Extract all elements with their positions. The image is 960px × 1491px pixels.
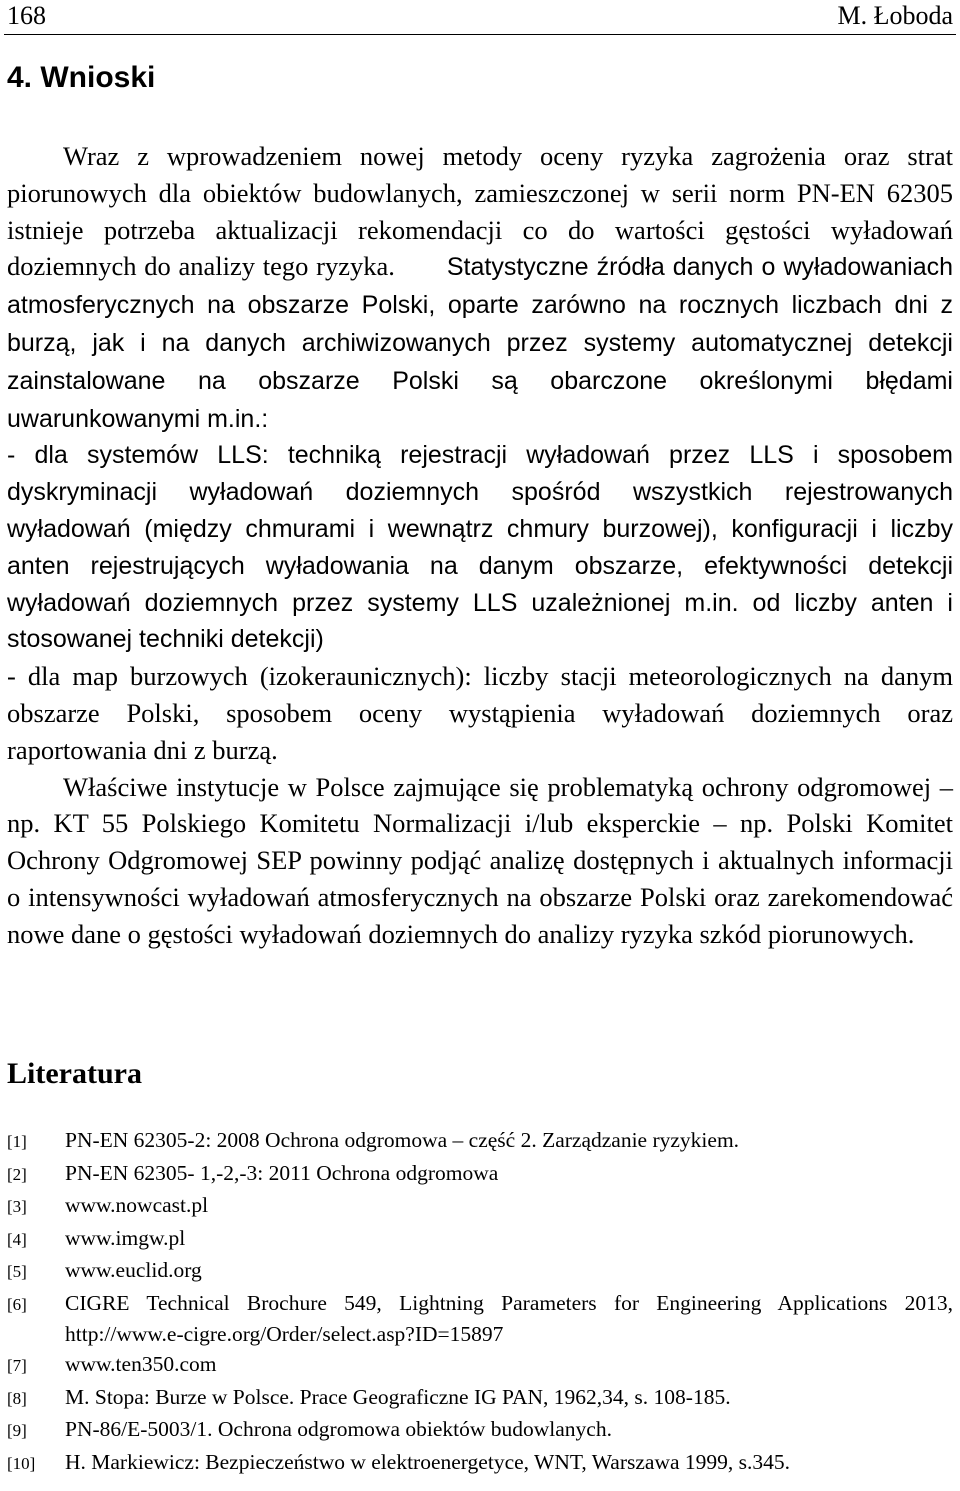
reference-item	[7, 1190, 953, 1223]
paragraph-4	[7, 658, 953, 768]
reference-text: M. Stopa: Burze w Polsce. Prace Geograficzne IG PAN, 1962,34, s. 108-185.	[65, 1384, 731, 1409]
header-rule	[4, 34, 956, 35]
page-number: 168	[7, 1, 46, 30]
reference-text: www.nowcast.pl	[65, 1193, 209, 1218]
reference-text: www.ten350.com	[65, 1352, 217, 1377]
reference-item	[7, 1382, 953, 1415]
literature-title: Literatura	[7, 1057, 142, 1090]
paragraph-3	[7, 437, 953, 658]
paragraph-2-text: Statystyczne źródła danych o wyładowaniach atmosferycznych na obszarze Polski, oparte zarówno na rocznych liczbach dni z burzą, jak i na danych archiwizowanych przez systemy automatycznej detekcji zainstalowane na obszarze Polski są obarczone określonymi błędami uwarunkowanymi m.in.:	[7, 253, 953, 433]
running-header	[7, 2, 953, 30]
paragraph-5	[7, 769, 953, 953]
paragraph-1-text: Wraz z wprowadzeniem nowej metody oceny ryzyka zagrożenia oraz strat piorunowych dla obiektów budowlanych, zamieszczonej w serii norm PN-EN 62305 istnieje potrzeba aktualizacji rekomendacji co do wartości gęstości wyładowań doziemnych do analizy tego ryzyka.	[7, 141, 953, 282]
reference-item	[7, 1288, 953, 1349]
reference-item	[7, 1125, 953, 1158]
paragraph-3-text: - dla systemów LLS: techniką rejestracji wyładowań przez LLS i sposobem dyskryminacji wyładowań doziemnych spośród wszystkich rejestrowanych wyładowań (między chmurami i wewnątrz chmury burzowej), konfiguracji i liczby anten rejestrujących wyładowania na danym obszarze, efektywności detekcji wyładowań doziemnych przez systemy LLS uzależnionej m.in. od liczby anten i stosowanej techniki detekcji)	[7, 441, 953, 654]
paragraph-4-text: - dla map burzowych (izokeraunicznych): liczby stacji meteorologicznych na danym obszarze Polski, sposobem oceny wystąpienia wyładowań doziemnych oraz raportowania dni z burzą.	[7, 661, 953, 765]
reference-number: [5]	[7, 1262, 27, 1282]
section-title: 4. Wnioski	[7, 61, 156, 94]
reference-item	[7, 1447, 953, 1480]
reference-text: PN-EN 62305- 1,-2,-3: 2011 Ochrona odgromowa	[65, 1160, 499, 1185]
paragraph-1-2-wrap	[7, 138, 953, 437]
reference-number: [9]	[7, 1421, 27, 1441]
reference-text: PN-86/E-5003/1. Ochrona odgromowa obiektów budowlanych.	[65, 1417, 612, 1442]
reference-text: www.euclid.org	[65, 1258, 202, 1283]
reference-item	[7, 1255, 953, 1288]
reference-number: [6]	[7, 1294, 27, 1314]
reference-number: [8]	[7, 1388, 27, 1408]
reference-number: [3]	[7, 1197, 27, 1217]
reference-number: [10]	[7, 1453, 36, 1473]
reference-text: www.imgw.pl	[65, 1225, 186, 1250]
reference-number: [7]	[7, 1356, 27, 1376]
paragraph-5-text: Właściwe instytucje w Polsce zajmujące się problematyką ochrony odgromowej – np. KT 55 Polskiego Komitetu Normalizacji i/lub eksperckie – np. Polski Komitet Ochrony Odgromowej SEP powinny podjąć analizę dostępnych i aktualnych informacji o intensywności wyładowań atmosferycznych na obszarze Polski oraz zarekomendować nowe dane o gęstości wyładowań doziemnych do analizy ryzyka szkód piorunowych.	[7, 771, 953, 949]
reference-text: H. Markiewicz: Bezpieczeństwo w elektroenergetyce, WNT, Warszawa 1999, s.345.	[65, 1449, 791, 1474]
running-author: M. Łoboda	[837, 1, 953, 30]
reference-text: CIGRE Technical Brochure 549, Lightning Parameters for Engineering Applications 2013, http://www.e-cigre.org/Order/select.asp?ID=15897	[65, 1290, 953, 1346]
conclusions-body	[7, 138, 953, 953]
reference-number: [4]	[7, 1229, 27, 1249]
reference-item	[7, 1223, 953, 1256]
reference-number: [2]	[7, 1164, 27, 1184]
reference-item	[7, 1158, 953, 1191]
reference-list	[7, 1125, 953, 1480]
reference-text: PN-EN 62305-2: 2008 Ochrona odgromowa – część 2. Zarządzanie ryzykiem.	[65, 1128, 740, 1152]
reference-item	[7, 1414, 953, 1447]
reference-number: [1]	[7, 1132, 27, 1151]
reference-item	[7, 1349, 953, 1382]
